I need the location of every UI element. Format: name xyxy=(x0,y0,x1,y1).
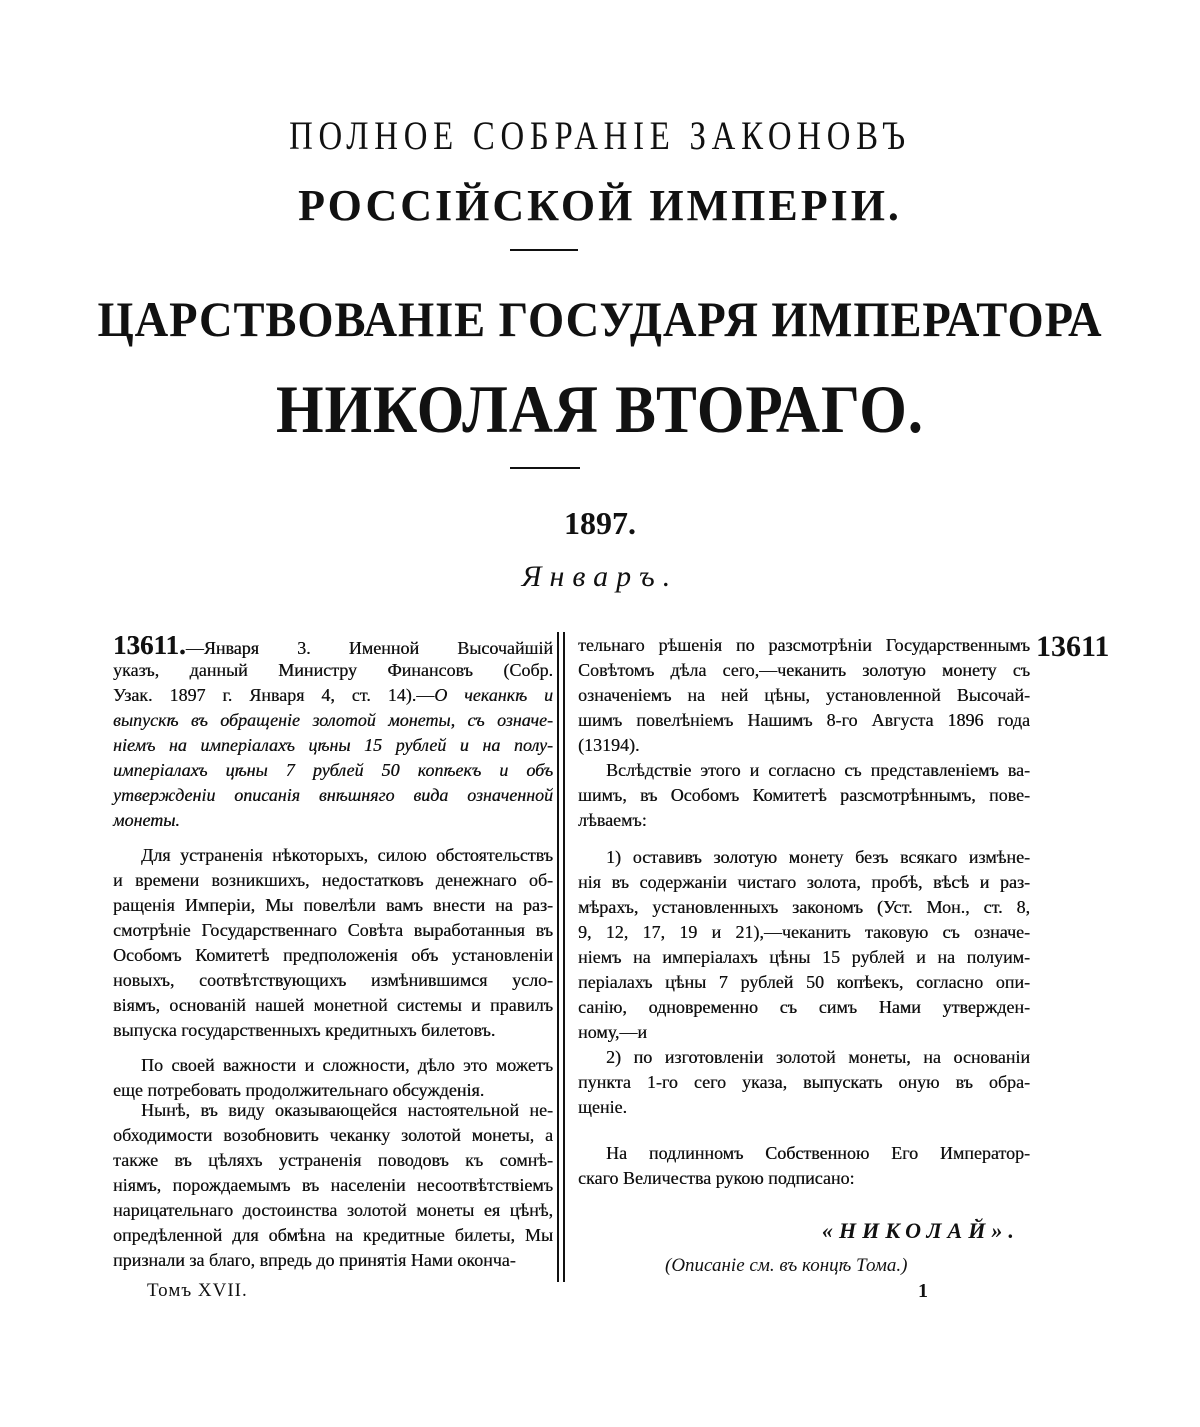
lead-line: указъ, данный Министру Финансовъ (Собр. xyxy=(113,660,553,680)
text-line: щеніе. xyxy=(578,1097,627,1117)
lead-italic-line: утвержденіи описанія внѣшняго вида означенной xyxy=(113,785,553,805)
volume-label: Томъ XVII. xyxy=(147,1280,248,1301)
paragraph xyxy=(578,633,1030,758)
lead-line: Узак. 1897 г. Января 4, ст. 14).— xyxy=(113,685,435,705)
paragraph xyxy=(113,843,553,1043)
lead-italic-line: имперіалахъ цѣны 7 рублей 50 копѣекъ и объ xyxy=(113,760,553,780)
entry-lead-paragraph xyxy=(113,630,553,833)
lead-italic-line: выпускѣ въ обращеніе золотой монеты, съ означе- xyxy=(113,710,553,730)
text-line: По своей важности и сложности, дѣло это можетъ xyxy=(141,1055,553,1075)
collection-subtitle: РОССІЙСКОЙ ИМПЕРІИ. xyxy=(298,181,902,230)
text-line: скаго Величества рукою подписано: xyxy=(578,1168,855,1188)
text-line: Для устраненія нѣкоторыхъ, силою обстоятельствъ xyxy=(141,845,553,865)
lead-italic: О чеканкѣ и xyxy=(434,685,553,705)
paragraph xyxy=(113,1053,553,1103)
text-line: еще потребовать продолжительнаго обсужденія. xyxy=(113,1080,485,1100)
text-line: также въ цѣляхъ устраненія поводовъ къ сомнѣ- xyxy=(113,1150,553,1170)
lead-italic-line: монеты. xyxy=(113,810,180,830)
text-line: тельнаго рѣшенія по разсмотрѣніи Государственнымъ xyxy=(578,635,1030,655)
emperor-name: НИКОЛАЯ ВТОРАГО. xyxy=(275,371,924,447)
text-line: мѣрахъ, установленныхъ закономъ (Уст. Мон., ст. 8, xyxy=(578,897,1030,917)
month-heading: Январъ. xyxy=(521,560,679,593)
text-line: новыхъ, соотвѣтствующихъ измѣнившимся усло- xyxy=(113,970,553,990)
column-divider xyxy=(557,632,559,1282)
signature: «НИКОЛАЙ». xyxy=(822,1218,1020,1243)
paragraph xyxy=(578,1045,1030,1120)
text-line: нарицательнаго достоинства золотой монеты ея цѣнѣ, xyxy=(113,1200,553,1220)
text-line: віямъ, основаній нашей монетной системы и правилъ xyxy=(113,995,553,1015)
divider-rule xyxy=(510,467,580,469)
text-line: санію, одновременно съ симъ Нами утвержден- xyxy=(578,997,1030,1017)
year-heading: 1897. xyxy=(564,505,636,541)
text-line: ному,—и xyxy=(578,1022,648,1042)
paragraph xyxy=(578,845,1030,1045)
text-line: лѣваемъ: xyxy=(578,810,647,830)
margin-entry-number: 13611 xyxy=(1036,630,1110,663)
text-line: На подлинномъ Собственною Его Император- xyxy=(606,1143,1030,1163)
text-line: Особомъ Комитетѣ предположенія объ установленіи xyxy=(113,945,553,965)
paragraph xyxy=(113,1098,553,1273)
text-line: 1) оставивъ золотую монету безъ всякаго измѣне- xyxy=(606,847,1030,867)
text-line: ніямъ, порождаемымъ въ населеніи несоотвѣтствіемъ xyxy=(113,1175,553,1195)
paragraph xyxy=(578,758,1030,833)
paragraph xyxy=(578,1141,1030,1191)
description-note: (Описаніе см. въ концѣ Тома.) xyxy=(665,1255,908,1276)
text-line: періалахъ цѣны 7 рублей 50 копѣекъ, согласно опи- xyxy=(578,972,1030,992)
column-divider xyxy=(563,632,565,1282)
reign-title: ЦАРСТВОВАНІЕ ГОСУДАРЯ ИМПЕРАТОРА xyxy=(97,291,1103,347)
text-line: шимъ, въ Особомъ Комитетѣ разсмотрѣннымъ, пове- xyxy=(578,785,1030,805)
text-line: ращенія Имперіи, Мы повелѣли вамъ внести на раз- xyxy=(113,895,553,915)
divider-rule xyxy=(510,249,578,251)
text-line: опредѣленной для обмѣна на кредитные билеты, Мы xyxy=(113,1225,553,1245)
text-line: Нынѣ, въ виду оказывающейся настоятельной не- xyxy=(141,1100,553,1120)
text-line: выпуска государственныхъ кредитныхъ билетовъ. xyxy=(113,1020,496,1040)
text-line: нія въ содержаніи чистаго золота, пробѣ, вѣсѣ и раз- xyxy=(578,872,1030,892)
text-line: признали за благо, впредь до принятія Нами оконча- xyxy=(113,1250,516,1270)
entry-number: 13611. xyxy=(113,630,186,660)
text-line: шимъ повелѣніемъ Нашимъ 8-го Августа 1896 года xyxy=(578,710,1030,730)
lead-italic-line: ніемъ на имперіалахъ цѣны 15 рублей и на полу- xyxy=(113,735,553,755)
text-line: и времени возникшихъ, недостатковъ денежнаго об- xyxy=(113,870,553,890)
lead-line: —Января 3. Именной Высочайшій xyxy=(185,638,553,658)
text-line: (13194). xyxy=(578,735,640,755)
text-line: 2) по изготовленіи золотой монеты, на основаніи xyxy=(606,1047,1030,1067)
text-line: означеніемъ на ней цѣны, установленной Высочай- xyxy=(578,685,1030,705)
collection-title: ПОЛНОЕ СОБРАНІЕ ЗАКОНОВЪ xyxy=(289,113,911,158)
text-line: пункта 1-го сего указа, выпускать оную въ обра- xyxy=(578,1072,1030,1092)
text-line: обходимости возобновить чеканку золотой монеты, а xyxy=(113,1125,553,1145)
text-line: смотрѣніе Государственнаго Совѣта выработанныя въ xyxy=(113,920,553,940)
sheet-mark: 1 xyxy=(918,1280,928,1302)
text-line: Совѣтомъ дѣла сего,—чеканить золотую монету съ xyxy=(578,660,1030,680)
text-line: ніемъ на имперіалахъ цѣны 15 рублей и на полуим- xyxy=(578,947,1030,967)
text-line: 9, 12, 17, 19 и 21),—чеканить таковую съ означе- xyxy=(578,922,1030,942)
text-line: Вслѣдствіе этого и согласно съ представленіемъ ва- xyxy=(606,760,1030,780)
